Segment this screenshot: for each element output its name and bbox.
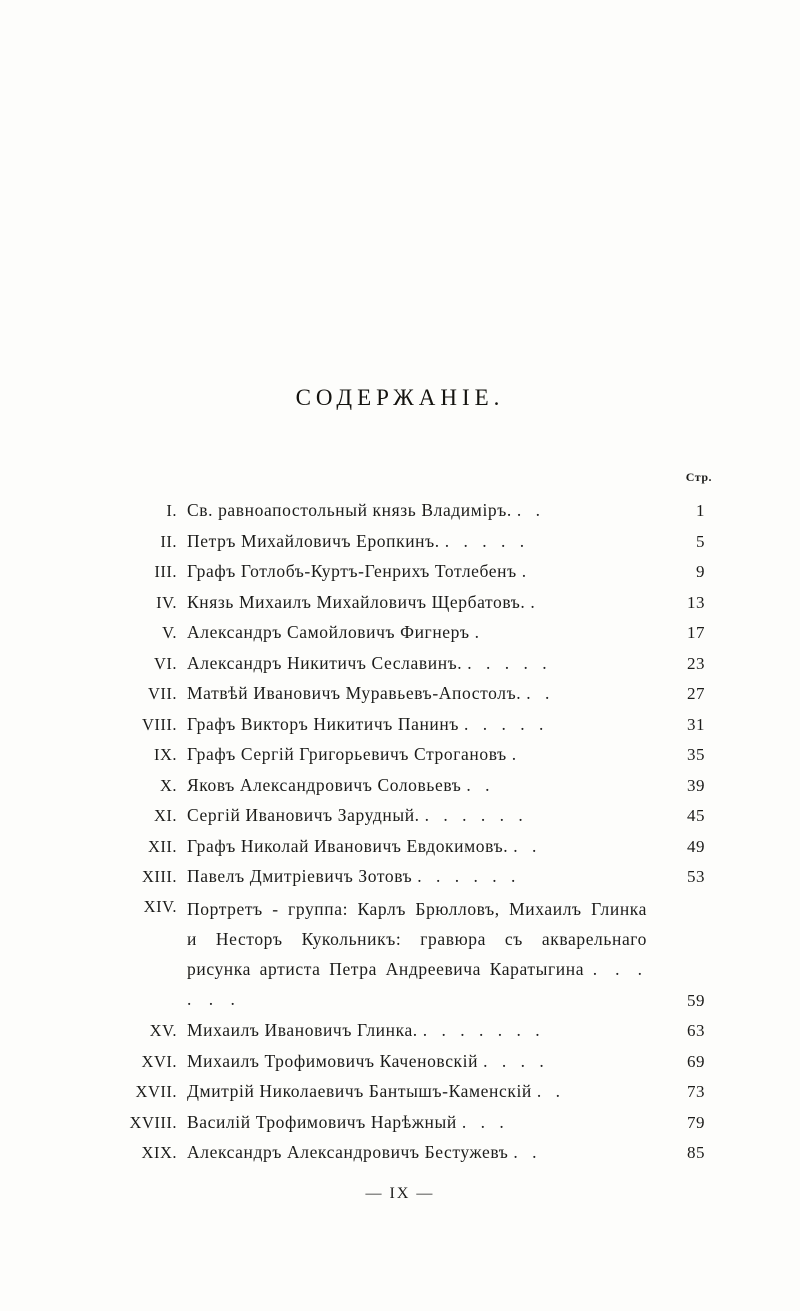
page-column-header: Стр. [685,470,712,484]
toc-row[interactable] [95,741,705,768]
leader-dots: . . . . . . [417,866,521,886]
toc-title: Василій Трофимовичъ Нарѣжный . . . [187,1111,509,1132]
toc-page-number: 53 [687,867,705,886]
leader-dots: . . . [461,1111,509,1132]
toc-number: V. [162,623,177,642]
toc-page-number: 9 [696,562,705,581]
toc-title: Александръ Самойловичъ Фигнеръ . [187,622,485,642]
toc-title: Графъ Николай Ивановичъ Евдокимовъ. . . [187,835,542,856]
toc-title: Графъ Сергій Григорьевичъ Строгановъ . [187,744,522,764]
toc-page-number: 27 [687,684,705,703]
toc-page-number: 73 [687,1082,705,1101]
leader-dots: . . [513,835,542,856]
toc-number: XV. [149,1021,177,1040]
leader-dots: . [474,622,485,642]
toc-row[interactable] [95,650,705,677]
toc-title: Яковъ Александровичъ Соловьевъ . . [187,774,495,795]
toc-row[interactable] [95,558,705,585]
leader-dots: . . [466,774,495,795]
toc-number: IX. [153,745,177,764]
toc-title: Графъ Викторъ Никитичъ Панинъ . . . . . [187,713,549,734]
toc-number: XI. [153,806,177,825]
toc-page-number: 23 [687,653,705,673]
toc-page-number: 17 [687,623,705,642]
toc-row[interactable] [95,772,705,799]
leader-dots: . . [526,683,555,703]
leader-dots: . . . . . . [424,805,528,825]
toc-number: II. [160,531,177,551]
leader-dots: . . [513,1142,542,1162]
toc-page-number: 13 [687,592,705,612]
toc-number: XVII. [135,1082,177,1101]
toc-number: I. [166,501,177,520]
table-of-contents [95,497,705,1170]
toc-title: Михаилъ Ивановичъ Глинка. . . . . . . . [187,1020,545,1040]
toc-row[interactable] [95,1048,705,1075]
toc-title: Графъ Готлобъ-Куртъ-Генрихъ Тотлебенъ . [187,561,532,581]
leader-dots: . . . . . . [187,958,647,1009]
toc-number: XVIII. [129,1112,177,1132]
toc-row[interactable] [95,1078,705,1105]
toc-page-number: 85 [687,1143,705,1162]
toc-row[interactable] [95,528,705,555]
leader-dots: . . [536,1081,566,1101]
leader-dots: . . . . [483,1050,549,1071]
toc-title: Александръ Никитичъ Сеславинъ. . . . . . [187,652,552,673]
toc-number: XVI. [141,1051,177,1071]
toc-number: VII. [147,684,177,703]
toc-title: Портретъ - группа: Карлъ Брюлловъ, Михаилъ Глинка и Несторъ Кукольникъ: гравюра съ акварельнаго рисунка артиста Петра Андреевича Каратыгина . . . . . . [187,898,647,1009]
leader-dots: . . [516,500,545,520]
toc-page-number: 63 [687,1021,705,1040]
toc-title: Петръ Михайловичъ Еропкинъ. . . . . . [187,530,530,551]
toc-number: XIX. [141,1143,177,1162]
leader-dots: . . . . . [444,530,530,551]
leader-dots: . . . . . [464,713,549,734]
toc-page-number: 45 [687,806,705,825]
toc-row[interactable] [95,833,705,860]
leader-dots: . . . . . . . [422,1020,545,1040]
toc-row[interactable] [95,802,705,829]
toc-row[interactable] [95,680,705,707]
toc-page-number: 5 [696,531,705,551]
toc-number: X. [159,775,177,795]
toc-page-number: 1 [696,501,705,520]
toc-row[interactable] [95,497,705,524]
toc-row[interactable] [95,863,705,890]
toc-title: Дмитрій Николаевичъ Бантышъ-Каменскій . . [187,1081,566,1101]
toc-title: Князь Михаилъ Михайловичъ Щербатовъ. . [187,591,540,612]
toc-number: XIII. [141,867,177,886]
toc-title: Павелъ Дмитріевичъ Зотовъ . . . . . . [187,866,521,886]
toc-number: III. [154,562,177,581]
page-title: СОДЕРЖАНІЕ. [295,385,505,410]
toc-page-number: 49 [687,836,705,856]
toc-page-number: 79 [687,1112,705,1132]
toc-number: VI. [153,653,177,673]
toc-title: Александръ Александровичъ Бестужевъ . . [187,1142,542,1162]
toc-row[interactable] [95,619,705,646]
toc-page-number: 59 [687,990,705,1010]
toc-page-number: 35 [687,745,705,764]
leader-dots: . [511,744,522,764]
toc-row[interactable] [95,1109,705,1136]
toc-row[interactable] [95,1017,705,1044]
toc-row[interactable] [95,1139,705,1166]
toc-title: Св. равноапостольный князь Владиміръ. . . [187,500,545,520]
folio-number: — IX — [365,1185,435,1202]
leader-dots: . [530,591,540,612]
toc-title: Матвѣй Ивановичъ Муравьевъ-Апостолъ. . . [187,683,555,703]
toc-title: Михаилъ Трофимовичъ Каченовскій . . . . [187,1050,549,1071]
toc-number: XIV. [143,896,177,916]
toc-row[interactable] [95,894,705,1014]
toc-row[interactable] [95,711,705,738]
leader-dots: . . . . . [467,652,552,673]
toc-page-number: 31 [687,714,705,734]
toc-page-number: 39 [687,775,705,795]
toc-number: IV. [156,592,177,612]
toc-number: XII. [147,836,177,856]
toc-number: VIII. [141,714,177,734]
leader-dots: . [521,561,532,581]
toc-title: Сергій Ивановичъ Зарудный. . . . . . . [187,805,528,825]
toc-row[interactable] [95,589,705,616]
toc-page-number: 69 [687,1051,705,1071]
